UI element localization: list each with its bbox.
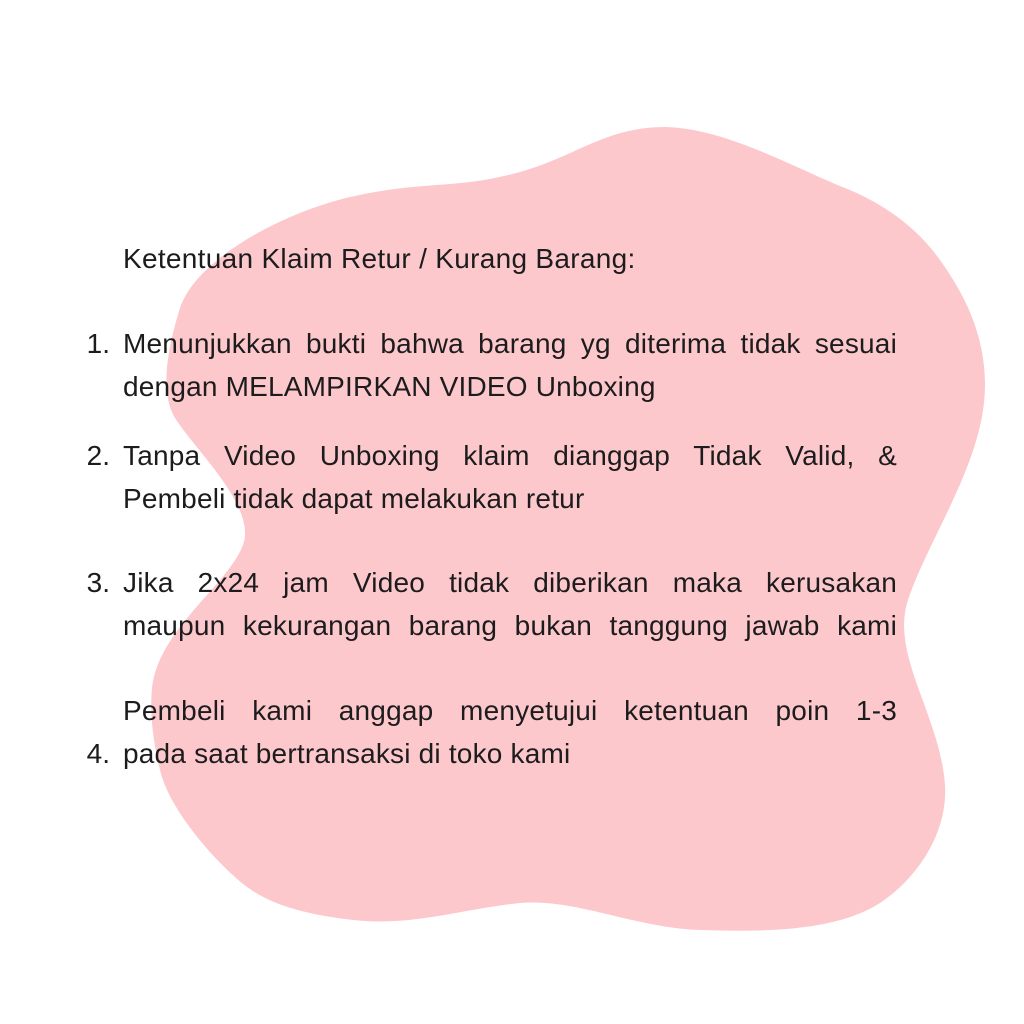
list-item-line: pada saat bertransaksi di toko kami	[123, 738, 571, 769]
list-item-line: maupun kekurangan barang bukan tanggung jawab kami	[123, 610, 897, 641]
list-item-text	[123, 561, 897, 647]
list-item-line: Tanpa Video Unboxing klaim dianggap Tidak Valid, &	[123, 440, 897, 471]
list-item-number: 1.	[86, 328, 110, 359]
page-title: Ketentuan Klaim Retur / Kurang Barang:	[123, 243, 636, 274]
list-item-line: Pembeli kami anggap menyetujui ketentuan poin 1-3	[123, 695, 897, 726]
list-item-line: Pembeli tidak dapat melakukan retur	[123, 483, 585, 514]
list-item-number: 2.	[86, 440, 110, 471]
list-item-line: Jika 2x24 jam Video tidak diberikan maka kerusakan	[123, 567, 897, 598]
list-item-line: Menunjukkan bukti bahwa barang yg diterima tidak sesuai	[123, 328, 897, 359]
list-item-line: dengan MELAMPIRKAN VIDEO Unboxing	[123, 371, 656, 402]
list-item-text	[123, 689, 897, 775]
list-item-number: 4.	[86, 738, 110, 769]
list-item-text	[123, 322, 897, 408]
list-item-number: 3.	[86, 567, 110, 598]
list-item-text	[123, 434, 897, 520]
